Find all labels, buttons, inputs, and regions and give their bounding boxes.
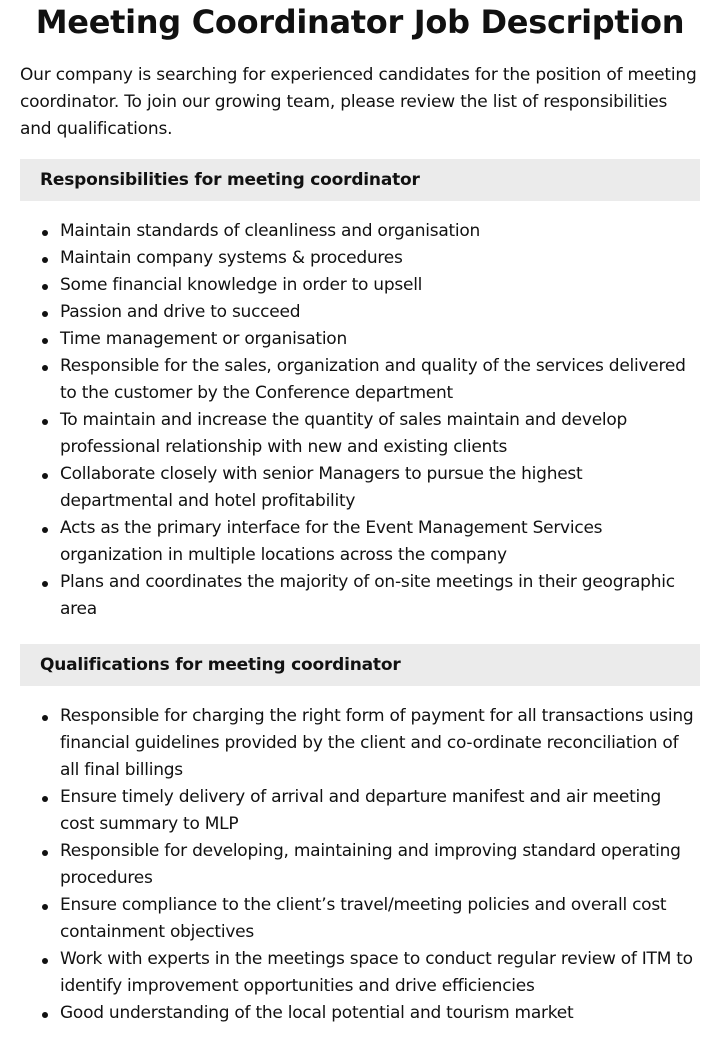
page-title: Meeting Coordinator Job Description	[35, 3, 685, 41]
list-item: Passion and drive to succeed	[60, 299, 700, 326]
intro-paragraph: Our company is searching for experienced candidates for the position of meeting coordinator. To join our growing team, please review the list of responsibilities and qualifications.	[20, 65, 697, 139]
list-item: Ensure compliance to the client’s travel/meeting policies and overall cost containment objectives	[60, 892, 700, 946]
list-item: Some financial knowledge in order to upsell	[60, 272, 700, 299]
list-item: Plans and coordinates the majority of on-site meetings in their geographic area	[60, 569, 700, 623]
list-item: Maintain company systems & procedures	[60, 245, 700, 272]
list-item: Time management or organisation	[60, 326, 700, 353]
section-spacer	[20, 623, 700, 628]
list-item: Responsible for developing, maintaining and improving standard operating procedures	[60, 838, 700, 892]
list-item: Responsible for charging the right form of payment for all transactions using financial guidelines provided by the client and co-ordinate reconciliation of all final billings	[60, 703, 700, 784]
list-item: Ensure timely delivery of arrival and departure manifest and air meeting cost summary to MLP	[60, 784, 700, 838]
list-item: Acts as the primary interface for the Event Management Services organization in multiple locations across the company	[60, 515, 700, 569]
responsibilities-list	[20, 218, 700, 623]
list-item: Work with experts in the meetings space to conduct regular review of ITM to identify improvement opportunities and drive efficiencies	[60, 946, 700, 1000]
list-item: Good understanding of the local potential and tourism market	[60, 1000, 700, 1027]
list-item: Responsible for the sales, organization and quality of the services delivered to the customer by the Conference department	[60, 353, 700, 407]
qualifications-heading: Qualifications for meeting coordinator	[20, 644, 700, 686]
list-item: To maintain and increase the quantity of sales maintain and develop professional relationship with new and existing clients	[60, 407, 700, 461]
list-item: Maintain standards of cleanliness and organisation	[60, 218, 700, 245]
list-item: Collaborate closely with senior Managers to pursue the highest departmental and hotel profitability	[60, 461, 700, 515]
responsibilities-heading: Responsibilities for meeting coordinator	[20, 159, 700, 201]
qualifications-list	[20, 703, 700, 1027]
